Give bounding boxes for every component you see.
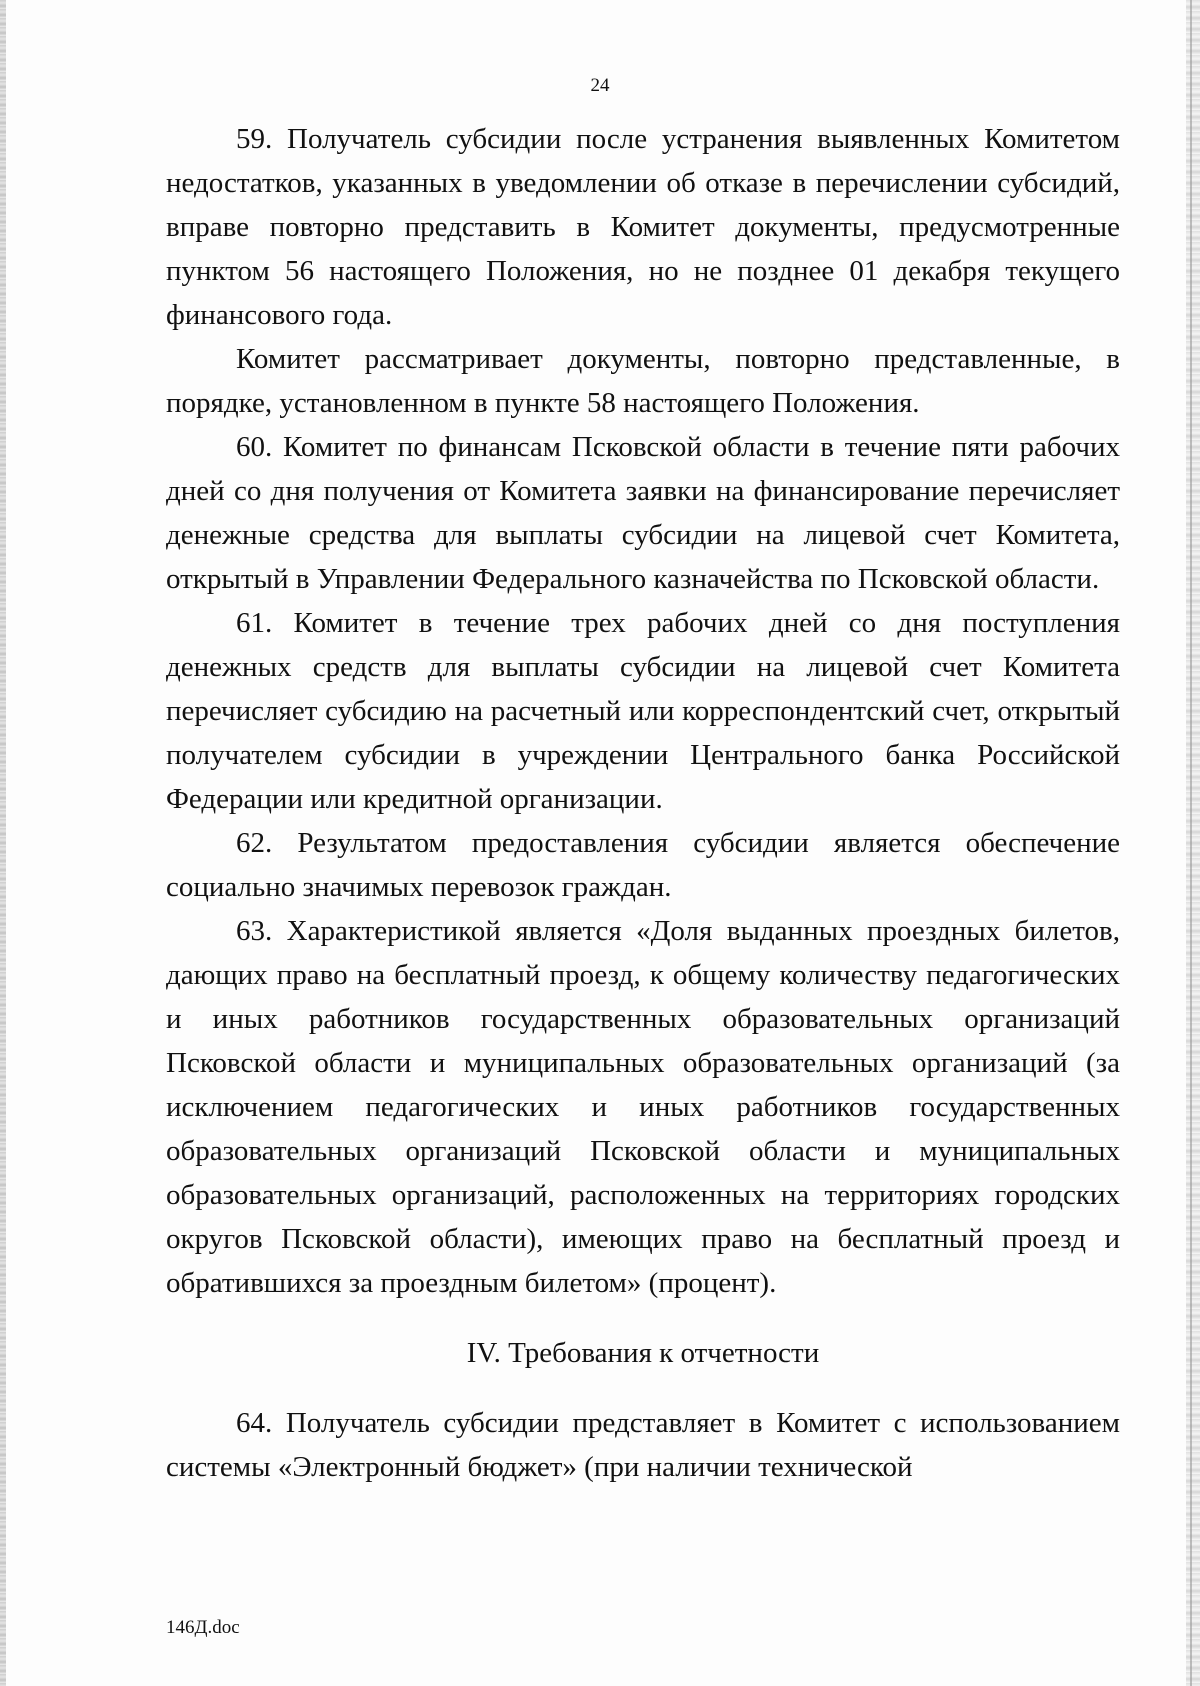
scan-edge-right <box>1186 0 1200 1686</box>
scan-edge-right-line <box>1190 0 1192 1686</box>
paragraph-59-continuation: Комитет рассматривает документы, повторно представленные, в порядке, установленном в пункте 58 настоящего Положения. <box>166 343 1120 419</box>
paragraph-59: 59. Получатель субсидии после устранения выявленных Комитетом недостатков, указанных в уведомлении об отказе в перечислении субсидий, вправе повторно представить в Комитет документы, предусмотренные пунктом 56 настоящего Положения, но не позднее 01 декабря текущего финансового года. <box>166 123 1120 331</box>
paragraph-64: 64. Получатель субсидии представляет в Комитет с использованием системы «Электронный бюджет» (при наличии технической <box>166 1407 1120 1483</box>
paragraph-60: 60. Комитет по финансам Псковской области в течение пяти рабочих дней со дня получения от Комитета заявки на финансирование перечисляет денежные средства для выплаты субсидии на лицевой счет Комитета, открытый в Управлении Федерального казначейства по Псковской области. <box>166 431 1120 595</box>
page-number: 24 <box>590 75 610 96</box>
footer-filename: 146Д.doc <box>166 1617 240 1638</box>
document-body <box>166 117 1120 1489</box>
paragraph-63: 63. Характеристикой является «Доля выданных проездных билетов, дающих право на бесплатный проезд, к общему количеству педагогических и иных работников государственных образовательных организаций Псковской области и муниципальных образовательных организаций (за исключением педагогических и иных работников государственных образовательных организаций Псковской области и муниципальных образовательных организаций, расположенных на территориях городских округов Псковской области), имеющих право на бесплатный проезд и обратившихся за проездным билетом» (процент). <box>166 915 1120 1299</box>
paragraph-61: 61. Комитет в течение трех рабочих дней со дня поступления денежных средств для выплаты субсидии на лицевой счет Комитета перечисляет субсидию на расчетный или корреспондентский счет, открытый получателем субсидии в учреждении Центрального банка Российской Федерации или кредитной организации. <box>166 607 1120 815</box>
paragraph-62: 62. Результатом предоставления субсидии является обеспечение социально значимых перевозок граждан. <box>166 827 1120 903</box>
section-heading: IV. Требования к отчетности <box>466 1337 820 1369</box>
scan-edge-left <box>0 0 6 1686</box>
